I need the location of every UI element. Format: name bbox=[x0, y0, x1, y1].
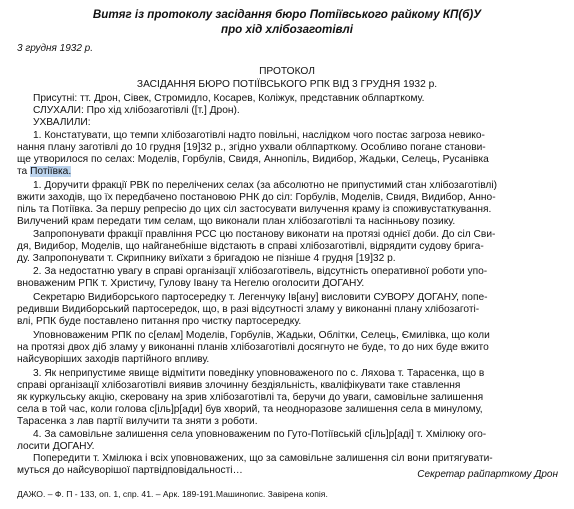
document-date: 3 грудня 1932 р. bbox=[17, 43, 94, 54]
paragraph-text: та bbox=[17, 166, 31, 177]
paragraph-line: влі, РПК буде поставлено питання про чистку партосередку. bbox=[17, 316, 302, 327]
paragraph-line: села в той час, коли голова с[іль]р[ади] був хворий, та неодноразове залишення села в минулому, bbox=[17, 404, 483, 415]
paragraph-line: редивши Видиборський партосередок, що, в разі відсутності зламу у виконанні плану хлібозаготі- bbox=[17, 304, 480, 315]
paragraph-line: вноваженим РПК т. Христичу, Гулову Івану та Негелю оголосити ДОГАНУ. bbox=[17, 278, 365, 289]
paragraph-line: 3. Як неприпустиме явище відмітити поведінку уповноваженого по с. Ляхова т. Тарасенка, що в bbox=[33, 368, 485, 379]
document-subtitle: про хід хлібозаготівлі bbox=[221, 23, 353, 36]
paragraph-line: Запропонувати фракції правління РСС цю постанову виконати на протязі однієї доби. До сіл Сви- bbox=[33, 229, 496, 240]
paragraph-line: дя, Видибор, Моделів, що найганебніше відстають в справі хлібозаготівлі, відрядити судову брига- bbox=[17, 241, 484, 252]
paragraph-line: Тарасенка з лав партії вилучити та зняти з роботи. bbox=[17, 416, 258, 427]
document-title: Витяг із протоколу засідання бюро Потіївського райкому КП(б)У bbox=[92, 8, 482, 21]
highlighted-village: Потіївка. bbox=[30, 166, 72, 177]
paragraph-line: 1. Констатувати, що темпи хлібозаготівлі надто повільні, наслідком чого постає загроза невико- bbox=[33, 130, 485, 141]
paragraph-line: піль та Потіївка. За першу репресію до цих сіл застосувати вилучення краму із споживустаткування. bbox=[17, 204, 492, 215]
present-line: Присутні: тт. Дрон, Сівек, Стромидло, Косарев, Коліжук, представник облпарткому. bbox=[33, 93, 425, 104]
paragraph-line: нання плану заготівлі до 10 грудня [19]32 р., згідно ухвали облпарткому. Особливо погане станови- bbox=[17, 142, 486, 153]
signature-line: Секретар райпарткому Дрон bbox=[417, 469, 558, 480]
paragraph-line: 2. За недостатню увагу в справі організації хлібозаготівель, відсутність оперативної роботи упо- bbox=[33, 266, 488, 277]
paragraph-line: лосити ДОГАНУ. bbox=[17, 441, 95, 452]
archive-source: ДАЖО. – Ф. П - 133, оп. 1, спр. 41. – Арк. 189-191.Машинопис. Завірена копія. bbox=[17, 489, 328, 499]
paragraph-line: найсуворіших заходів партійного впливу. bbox=[17, 354, 210, 365]
paragraph-line: Уповноваженим РПК по с[елам] Моделів, Горбулів, Жадьки, Облітки, Селець, Ємилівка, що коли bbox=[33, 330, 490, 341]
paragraph-line: на протязі двох діб зламу у виконанні планів хлібозаготівлі досягнуто не буде, то до них буде вжито bbox=[17, 342, 489, 353]
paragraph-line: Вилучений крам передати тим селам, що виконали план хлібозаготівлі та насінньову позику. bbox=[17, 216, 456, 227]
protocol-heading: ПРОТОКОЛ bbox=[259, 66, 315, 77]
heard-line: СЛУХАЛИ: Про хід хлібозаготівлі ([т.] Дрон). bbox=[33, 105, 240, 116]
paragraph-line: 1. Доручити фракції РВК по перелічених селах (за абсолютно не припустимий стан хлібозаготівлі) bbox=[33, 180, 498, 191]
paragraph-line: як куркульську акцію, скеровану на зрив хлібозаготівлі та, беручи до уваги, самовільне залишення bbox=[17, 392, 484, 403]
paragraph-line: 4. За самовільне залишення села уповноваженим по Гуто-Потіївській с[іль]р[аді] т. Хмілюку ого- bbox=[33, 429, 487, 440]
session-heading: ЗАСІДАННЯ БЮРО ПОТІЇВСЬКОГО РПК ВІД 3 ГРУДНЯ 1932 р. bbox=[136, 79, 438, 90]
paragraph-line: ще утворилося по селах: Моделів, Горбулів, Свидя, Аннопіль, Видибор, Жадьки, Селець, Русанівка bbox=[17, 154, 489, 165]
paragraph-line: ду. Запропонувати т. Скрипнику виїхати з бригадою не пізніше 4 грудня [19]32 р. bbox=[17, 253, 396, 264]
paragraph-line: Попередити т. Хмілюка і всіх уповноважених, що за самовільне залишення сіл вони притягувати- bbox=[33, 453, 493, 464]
paragraph-line: муться до найсуворішої партвідповідальності… bbox=[17, 465, 243, 476]
paragraph-line: Секретарю Видиборського партосередку т. Легенчуку Ів[ану] висловити СУВОРУ ДОГАНУ, попе- bbox=[33, 292, 488, 303]
paragraph-line bbox=[17, 166, 71, 178]
resolved-line: УХВАЛИЛИ: bbox=[33, 117, 91, 128]
paragraph-line: вжити заходів, що їх передбачено постановою РНК до сіл: Горбулів, Моделів, Свидя, Видибор, Анно- bbox=[17, 192, 496, 203]
paragraph-line: справі організації хлібозаготівлі виявив злочинну бездіяльність, кваліфікувати таке ставлення bbox=[17, 380, 461, 391]
